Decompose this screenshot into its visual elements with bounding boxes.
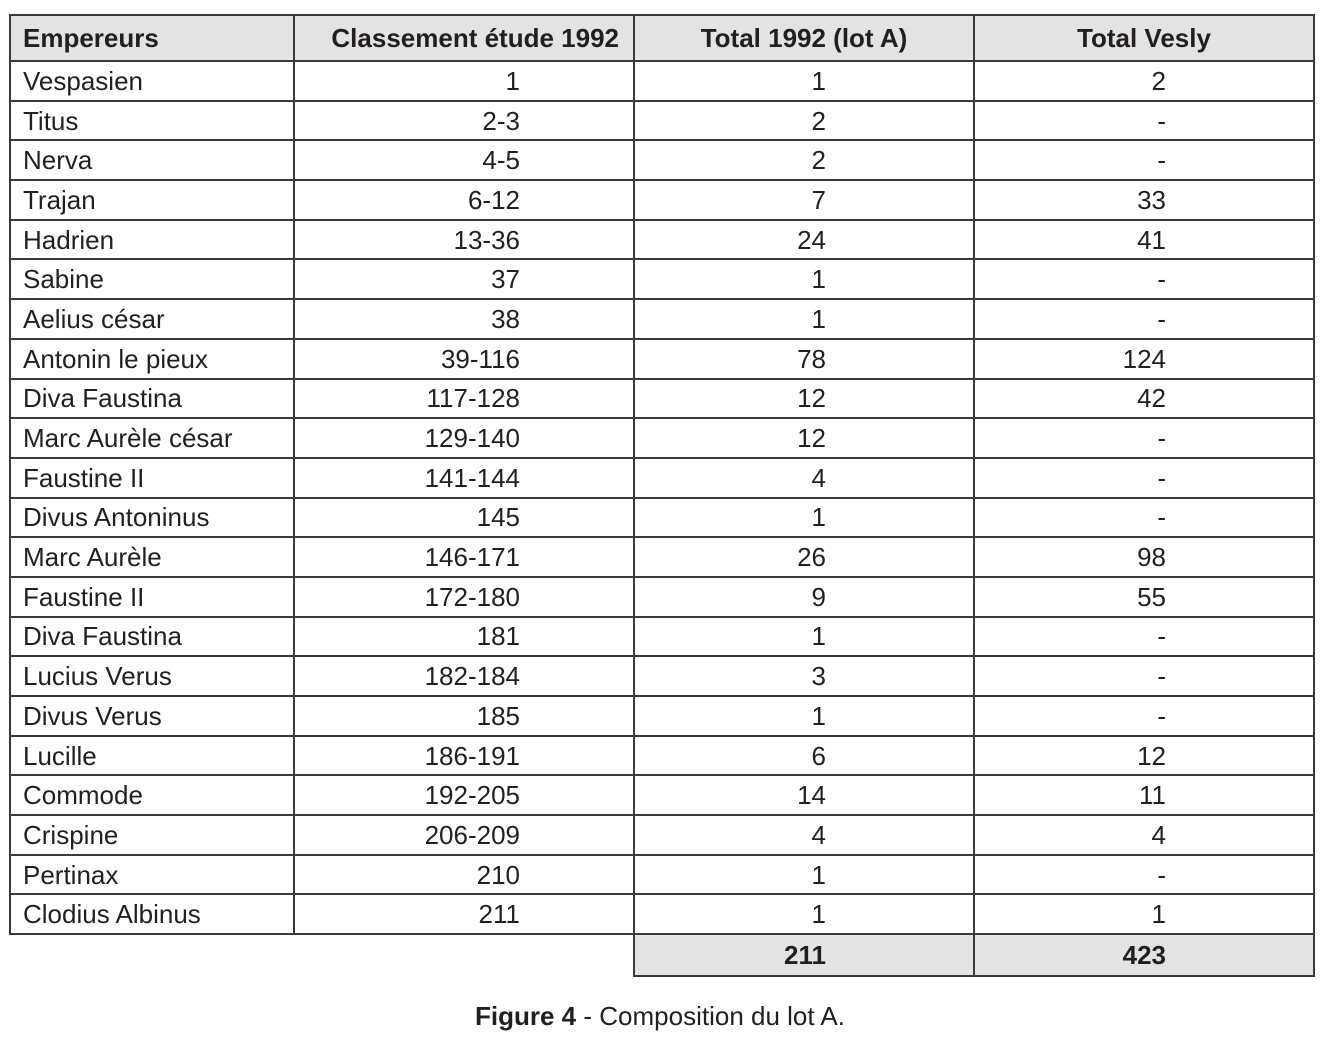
cell-classement: 192-205 <box>294 775 634 815</box>
cell-empereur: Crispine <box>10 815 294 855</box>
table-row <box>10 617 1314 657</box>
cell-total-1992: 7 <box>634 180 974 220</box>
cell-total-1992: 2 <box>634 101 974 141</box>
table-row <box>10 180 1314 220</box>
table-row <box>10 61 1314 101</box>
cell-total-vesly: - <box>974 696 1314 736</box>
cell-classement: 129-140 <box>294 418 634 458</box>
cell-total-vesly: - <box>974 299 1314 339</box>
table-row <box>10 815 1314 855</box>
cell-classement: 37 <box>294 259 634 299</box>
cell-total-vesly: - <box>974 140 1314 180</box>
totals-blank <box>10 934 634 976</box>
table-row <box>10 577 1314 617</box>
header-empereurs: Empereurs <box>10 15 294 61</box>
cell-total-1992: 1 <box>634 696 974 736</box>
cell-total-1992: 4 <box>634 458 974 498</box>
cell-total-1992: 1 <box>634 894 974 934</box>
cell-total-vesly: 1 <box>974 894 1314 934</box>
total-vesly: 423 <box>974 934 1314 976</box>
cell-total-1992: 1 <box>634 498 974 538</box>
table-row <box>10 696 1314 736</box>
header-total-vesly: Total Vesly <box>974 15 1314 61</box>
cell-classement: 185 <box>294 696 634 736</box>
cell-empereur: Commode <box>10 775 294 815</box>
cell-total-vesly: 42 <box>974 379 1314 419</box>
cell-empereur: Faustine II <box>10 458 294 498</box>
table-row <box>10 736 1314 776</box>
table-row <box>10 299 1314 339</box>
cell-total-vesly: 33 <box>974 180 1314 220</box>
cell-empereur: Marc Aurèle <box>10 537 294 577</box>
table-body <box>10 61 1314 934</box>
cell-total-vesly: 98 <box>974 537 1314 577</box>
cell-total-vesly: 124 <box>974 339 1314 379</box>
cell-empereur: Titus <box>10 101 294 141</box>
caption-text: - Composition du lot A. <box>576 1001 845 1031</box>
cell-empereur: Diva Faustina <box>10 379 294 419</box>
cell-total-1992: 24 <box>634 220 974 260</box>
cell-total-vesly: - <box>974 101 1314 141</box>
cell-total-1992: 6 <box>634 736 974 776</box>
cell-total-1992: 2 <box>634 140 974 180</box>
cell-total-1992: 1 <box>634 299 974 339</box>
cell-classement: 13-36 <box>294 220 634 260</box>
cell-total-vesly: 2 <box>974 61 1314 101</box>
cell-empereur: Aelius césar <box>10 299 294 339</box>
cell-classement: 186-191 <box>294 736 634 776</box>
cell-classement: 141-144 <box>294 458 634 498</box>
cell-total-vesly: 55 <box>974 577 1314 617</box>
composition-table <box>9 14 1315 977</box>
cell-total-vesly: 41 <box>974 220 1314 260</box>
cell-empereur: Pertinax <box>10 855 294 895</box>
cell-classement: 211 <box>294 894 634 934</box>
table-row <box>10 418 1314 458</box>
cell-total-vesly: 4 <box>974 815 1314 855</box>
cell-empereur: Vespasien <box>10 61 294 101</box>
cell-total-1992: 1 <box>634 617 974 657</box>
cell-classement: 1 <box>294 61 634 101</box>
cell-empereur: Divus Antoninus <box>10 498 294 538</box>
table-row <box>10 259 1314 299</box>
table-row <box>10 855 1314 895</box>
header-row <box>10 15 1314 61</box>
cell-total-1992: 1 <box>634 855 974 895</box>
cell-classement: 182-184 <box>294 656 634 696</box>
header-classement: Classement étude 1992 <box>294 15 634 61</box>
totals-row <box>10 934 1314 976</box>
caption-label: Figure 4 <box>475 1001 577 1031</box>
cell-total-1992: 26 <box>634 537 974 577</box>
cell-total-1992: 12 <box>634 418 974 458</box>
table-row <box>10 656 1314 696</box>
header-total-1992: Total 1992 (lot A) <box>634 15 974 61</box>
cell-empereur: Marc Aurèle césar <box>10 418 294 458</box>
cell-empereur: Diva Faustina <box>10 617 294 657</box>
cell-total-1992: 1 <box>634 61 974 101</box>
cell-classement: 172-180 <box>294 577 634 617</box>
cell-empereur: Divus Verus <box>10 696 294 736</box>
table-row <box>10 140 1314 180</box>
cell-classement: 2-3 <box>294 101 634 141</box>
table-row <box>10 498 1314 538</box>
cell-empereur: Lucius Verus <box>10 656 294 696</box>
figure-caption <box>0 1001 1320 1032</box>
cell-empereur: Trajan <box>10 180 294 220</box>
cell-classement: 39-116 <box>294 339 634 379</box>
cell-classement: 4-5 <box>294 140 634 180</box>
total-1992: 211 <box>634 934 974 976</box>
cell-total-vesly: - <box>974 498 1314 538</box>
cell-total-1992: 78 <box>634 339 974 379</box>
cell-total-1992: 1 <box>634 259 974 299</box>
cell-total-vesly: - <box>974 259 1314 299</box>
cell-empereur: Antonin le pieux <box>10 339 294 379</box>
cell-total-1992: 3 <box>634 656 974 696</box>
table-row <box>10 894 1314 934</box>
cell-total-vesly: 12 <box>974 736 1314 776</box>
table-row <box>10 458 1314 498</box>
cell-classement: 210 <box>294 855 634 895</box>
cell-classement: 206-209 <box>294 815 634 855</box>
cell-classement: 6-12 <box>294 180 634 220</box>
cell-empereur: Lucille <box>10 736 294 776</box>
cell-classement: 117-128 <box>294 379 634 419</box>
cell-classement: 145 <box>294 498 634 538</box>
cell-total-vesly: - <box>974 458 1314 498</box>
cell-total-vesly: - <box>974 855 1314 895</box>
cell-classement: 181 <box>294 617 634 657</box>
table-row <box>10 101 1314 141</box>
cell-empereur: Hadrien <box>10 220 294 260</box>
cell-total-1992: 9 <box>634 577 974 617</box>
cell-empereur: Nerva <box>10 140 294 180</box>
table-row <box>10 220 1314 260</box>
table-row <box>10 379 1314 419</box>
cell-total-vesly: - <box>974 418 1314 458</box>
cell-total-vesly: 11 <box>974 775 1314 815</box>
cell-total-1992: 14 <box>634 775 974 815</box>
cell-total-vesly: - <box>974 656 1314 696</box>
table-row <box>10 537 1314 577</box>
cell-total-vesly: - <box>974 617 1314 657</box>
table-row <box>10 775 1314 815</box>
cell-total-1992: 12 <box>634 379 974 419</box>
cell-empereur: Clodius Albinus <box>10 894 294 934</box>
cell-classement: 38 <box>294 299 634 339</box>
cell-empereur: Sabine <box>10 259 294 299</box>
table-row <box>10 339 1314 379</box>
cell-total-1992: 4 <box>634 815 974 855</box>
cell-empereur: Faustine II <box>10 577 294 617</box>
cell-classement: 146-171 <box>294 537 634 577</box>
